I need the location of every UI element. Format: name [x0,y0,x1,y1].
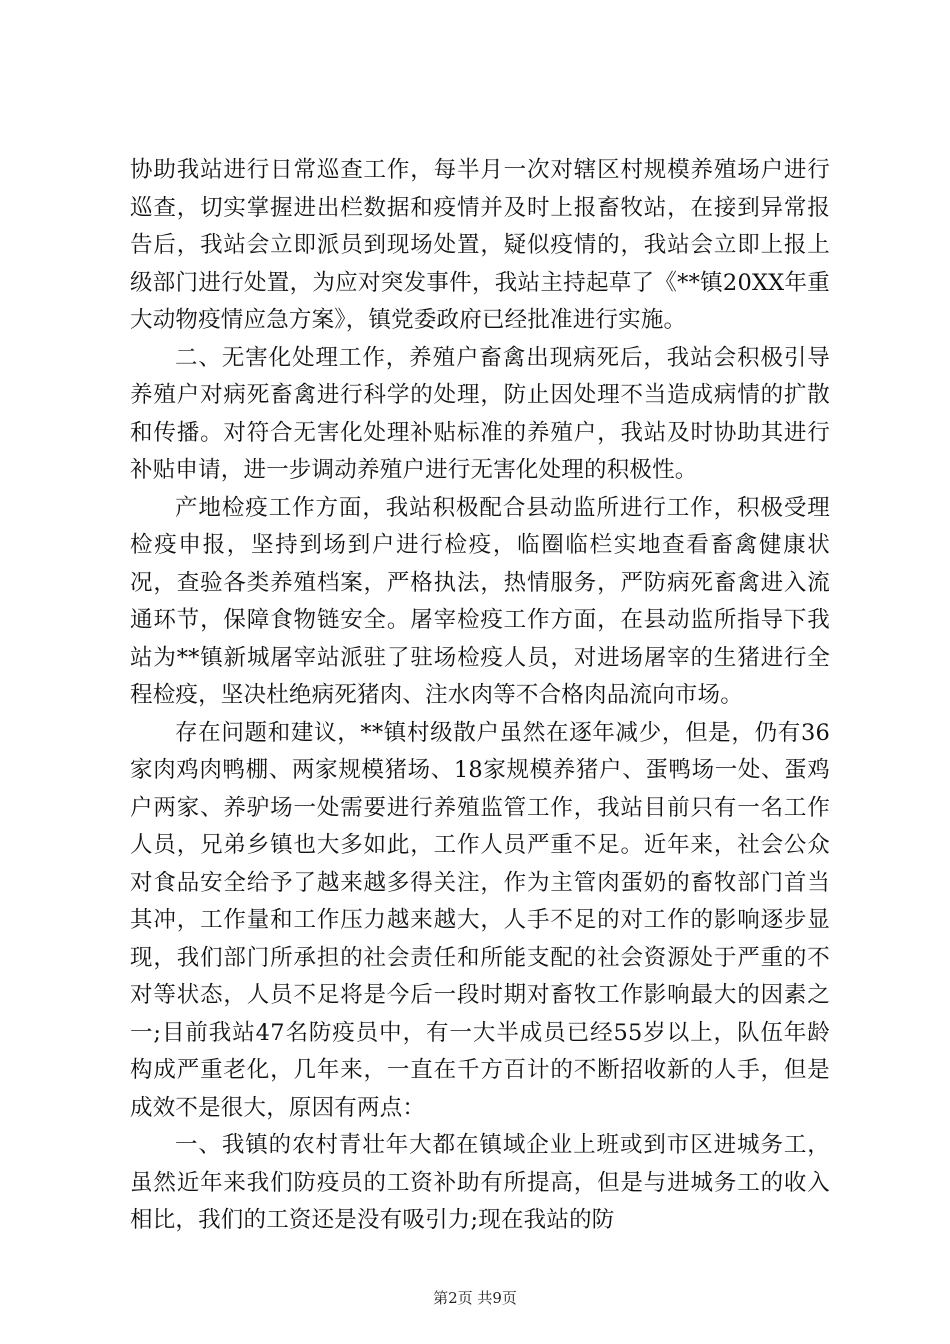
paragraph-2: 二、无害化处理工作，养殖户畜禽出现病死后，我站会积极引导养殖户对病死畜禽进行科学的处理，防止因处理不当造成病情的扩散和传播。对符合无害化处理补贴标准的养殖户，我站及时协助其进行补贴申请，进一步调动养殖户进行无害化处理的积极性。 [130,344,830,483]
paragraph-1: 协助我站进行日常巡查工作，每半月一次对辖区村规模养殖场户进行巡查，切实掌握进出栏数据和疫情并及时上报畜牧站，在接到异常报告后，我站会立即派员到现场处置，疑似疫情的，我站会立即上报上级部门进行处置，为应对突发事件，我站主持起草了《**镇20XX年重大动物疫情应急方案》，镇党委政府已经批准进行实施。 [130,157,830,333]
document-body [130,152,830,1240]
paragraph-5: 一、我镇的农村青壮年大都在镇域企业上班或到市区进城务工，虽然近年来我们防疫员的工资补助有所提高，但是与进城务工的收入相比，我们的工资还是没有吸引力;现在我站的防 [130,1132,830,1233]
page-footer: 第2页 共9页 [433,1289,517,1307]
paragraph-3: 产地检疫工作方面，我站积极配合县动监所进行工作，积极受理检疫申报，坚持到场到户进行检疫，临圈临栏实地查看畜禽健康状况，查验各类养殖档案，严格执法，热情服务，严防病死畜禽进入流通环节，保障食物链安全。屠宰检疫工作方面，在县动监所指导下我站为**镇新城屠宰站派驻了驻场检疫人员，对进场屠宰的生猪进行全程检疫，坚决杜绝病死猪肉、注水肉等不合格肉品流向市场。 [130,494,830,708]
paragraph-4: 存在问题和建议，**镇村级散户虽然在逐年减少，但是，仍有36家肉鸡肉鸭棚、两家规模猪场、18家规模养猪户、蛋鸭场一处、蛋鸡户两家、养驴场一处需要进行养殖监管工作，我站目前只有一名工作人员，兄弟乡镇也大多如此，工作人员严重不足。近年来，社会公众对食品安全给予了越来越多得关注，作为主管肉蛋奶的畜牧部门首当其冲，工作量和工作压力越来越大，人手不足的对工作的影响逐步显现，我们部门所承担的社会责任和所能支配的社会资源处于严重的不对等状态，人员不足将是今后一段时期对畜牧工作影响最大的因素之一;目前我站47名防疫员中，有一大半成员已经55岁以上，队伍年龄构成严重老化，几年来，一直在千方百计的不断招收新的人手，但是成效不是很大，原因有两点： [130,719,830,1121]
